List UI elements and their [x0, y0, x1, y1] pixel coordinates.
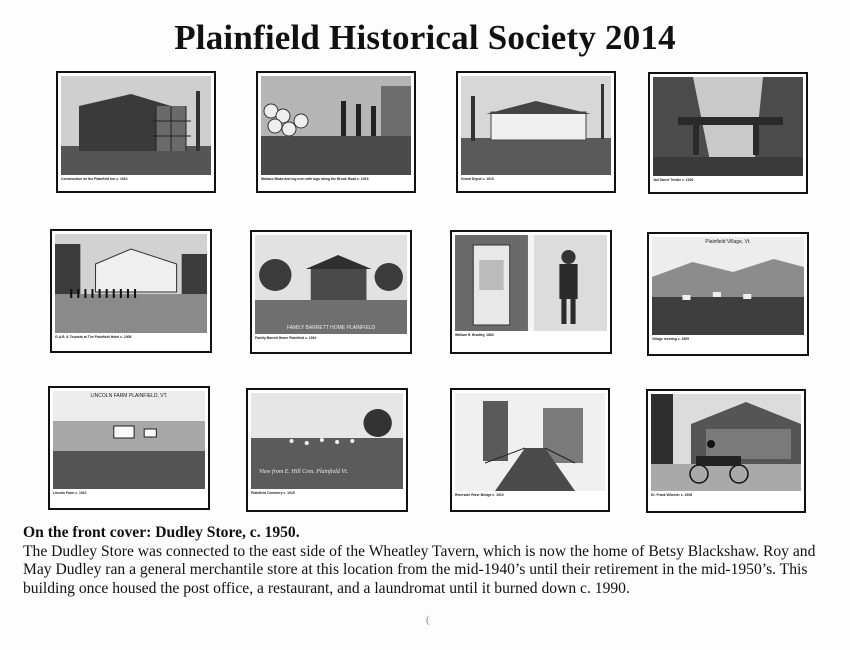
photo-image: [455, 235, 607, 331]
photo-caption: Jail Street Trestle c. 1920: [653, 178, 694, 182]
photo-card: [450, 230, 612, 354]
photo-caption: Riverside River Bridge c. 1910: [455, 493, 504, 497]
photo-card: [450, 388, 610, 512]
photo-caption: Village meeting c. 1909: [652, 337, 690, 341]
photo-card: [48, 386, 210, 510]
page-title: Plainfield Historical Society 2014: [174, 18, 676, 57]
photo-card: [647, 232, 809, 356]
photo-image: [653, 77, 803, 176]
photo-card: [56, 71, 216, 193]
photo-card: [250, 230, 412, 354]
photo-card: [50, 229, 212, 353]
photo-image: [261, 76, 411, 175]
photo-inscription: LINCOLN FARM PLAINFIELD, VT.: [90, 393, 168, 399]
photo-image: [652, 237, 804, 335]
photo-caption: Wallace Blake and log men with logs along the Brook Road c. 1915: [261, 177, 369, 181]
photo-card: [256, 71, 416, 193]
photo-inscription: FAMILY BARRETT HOME PLAINFIELD: [286, 325, 376, 331]
photo-card: [456, 71, 616, 193]
photo-image: [255, 235, 407, 334]
photo-caption: Lincoln Farm c. 1910: [53, 491, 87, 495]
cover-heading: On the front cover: Dudley Store, c. 1950.: [23, 524, 300, 541]
photo-image: [53, 391, 205, 489]
photo-image: [55, 234, 207, 333]
photo-caption: Plainfield Cemetery c. 1915: [251, 491, 295, 495]
cover-paragraph: The Dudley Store was connected to the east side of the Wheatley Tavern, which is now the home of Betsy Blackshaw. Roy and May Dudley ran a general merchantile store at this location from the mid-1940’s until their retirement in the mid-1950’s. This building once housed the post office, a restaurant, and a laundromat until it burned down c. 1990.: [23, 542, 816, 597]
front-cover-description: [23, 524, 833, 598]
photo-caption: Family Barrett Home Plainfield c. 1910: [255, 336, 317, 340]
photo-caption: Dr. Frank Wheeler c. 1908: [651, 493, 693, 497]
photo-card: [648, 72, 808, 194]
photo-image: [455, 393, 605, 491]
photo-caption: William H. Bradley, 1863: [455, 333, 494, 337]
page-mark: (: [426, 614, 430, 626]
photo-caption: Construction on the Plainfield Inn c. 1910: [61, 177, 128, 181]
photo-image: [251, 393, 403, 489]
photo-caption: Grand Depot c. 1910: [461, 177, 494, 181]
photo-image: [651, 394, 801, 491]
photo-card: [246, 388, 408, 512]
photo-card: [646, 389, 806, 513]
photo-inscription: Plainfield Village, Vt.: [705, 239, 751, 245]
photo-image: [61, 76, 211, 175]
photo-image: [461, 76, 611, 175]
photo-caption: G.A.R. & Tourists at The Plainfield Hotel c. 1908: [55, 335, 132, 339]
photo-inscription: View from E. Hill Cem. Plainfield Vt.: [259, 469, 349, 475]
